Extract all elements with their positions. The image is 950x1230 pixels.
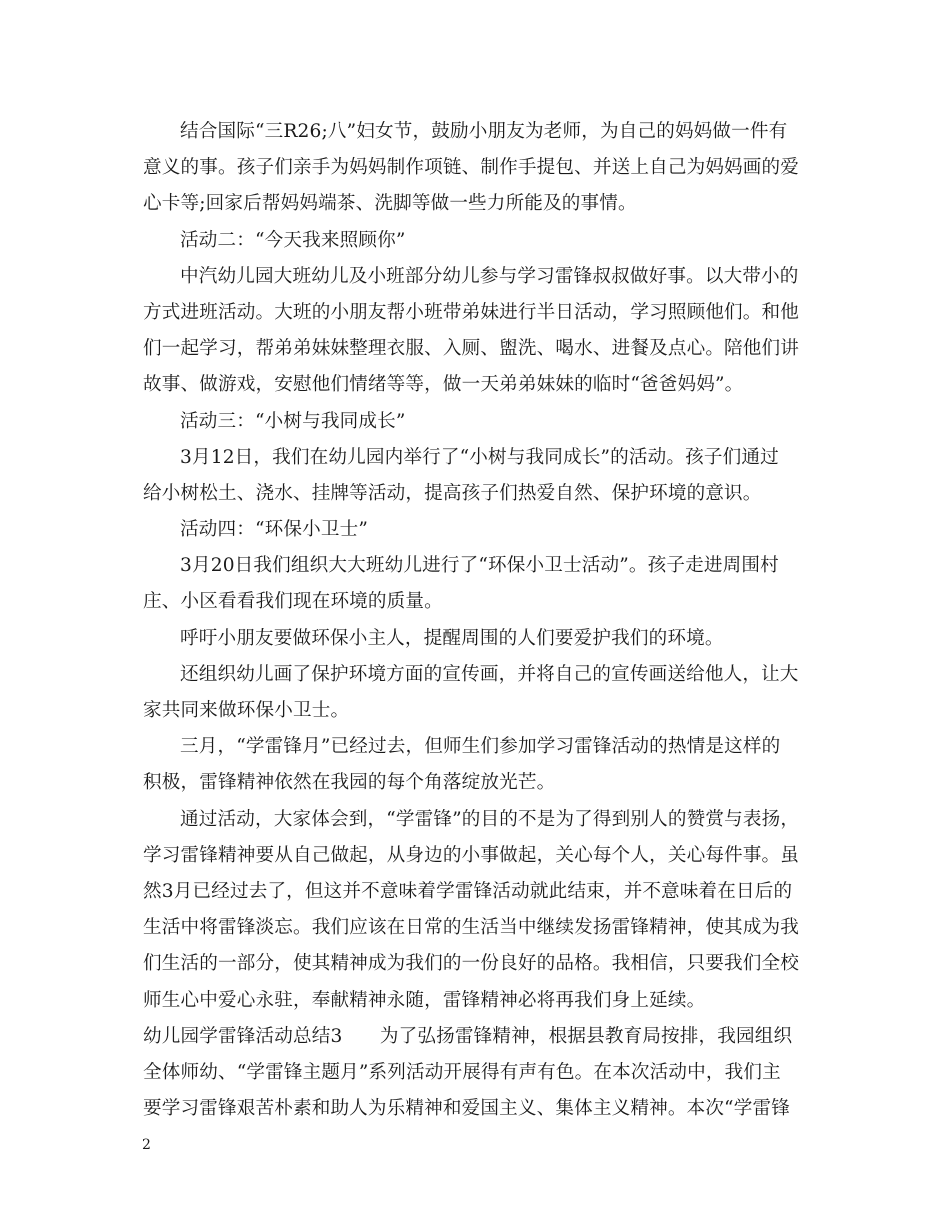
text-line: 结合国际“三R26;八”妇女节，鼓励小朋友为老师，为自己的妈妈做一件有 bbox=[180, 121, 788, 142]
text-line: 生活中将雷锋淡忘。我们应该在日常的生活当中继续发扬雷锋精神，使其成为我 bbox=[143, 917, 800, 939]
page-number: 2 bbox=[142, 1137, 151, 1153]
text-line: 家共同来做环保小卫士。 bbox=[143, 700, 350, 721]
text-line: 呼吁小朋友要做环保小主人，提醒周围的人们要爱护我们的环境。 bbox=[180, 627, 724, 649]
text-line: 意义的事。孩子们亲手为妈妈制作项链、制作手提包、并送上自己为妈妈画的爱 bbox=[143, 157, 800, 179]
text-line: 活动三：“小树与我同成长” bbox=[180, 410, 406, 432]
body-text bbox=[143, 114, 813, 1127]
text-line: 们一起学习，帮弟弟妹妹整理衣服、入厕、盥洗、喝水、进餐及点心。陪他们讲 bbox=[143, 338, 800, 360]
text-line: 通过活动，大家体会到，“学雷锋”的目的不是为了得到别人的赞赏与表扬， bbox=[180, 808, 800, 830]
text-line: 师生心中爱心永驻，奉献精神永随，雷锋精神必将再我们身上延续。 bbox=[143, 989, 706, 1011]
text-line: 3月20日我们组织大大班幼儿进行了“环保小卫士活动”。孩子走进周围村 bbox=[180, 555, 779, 577]
text-line: 要学习雷锋艰苦朴素和助人为乐精神和爱国主义、集体主义精神。本次“学雷锋 bbox=[143, 1098, 790, 1120]
text-line: 庄、小区看看我们现在环境的质量。 bbox=[143, 591, 443, 613]
text-line: 然3月已经过去了，但这并不意味着学雷锋活动就此结束，并不意味着在日后的 bbox=[143, 880, 793, 902]
text-line: 心卡等;回家后帮妈妈端茶、洗脚等做一些力所能及的事情。 bbox=[143, 193, 637, 215]
text-line: 积极，雷锋精神依然在我园的每个角落绽放光芒。 bbox=[143, 772, 556, 794]
text-line: 故事、做游戏，安慰他们情绪等等，做一天弟弟妹妹的临时“爸爸妈妈”。 bbox=[143, 374, 744, 396]
text-line: 活动四：“环保小卫士” bbox=[180, 519, 369, 541]
text-line: 给小树松土、浇水、挂牌等活动，提高孩子们热爱自然、保护环境的意识。 bbox=[143, 482, 762, 504]
text-line: 中汽幼儿园大班幼儿及小班部分幼儿参与学习雷锋叔叔做好事。以大带小的 bbox=[180, 265, 799, 287]
text-line: 还组织幼儿画了保护环境方面的宣传画，并将自己的宣传画送给他人，让大 bbox=[180, 663, 799, 685]
text-line: 活动二：“今天我来照顾你” bbox=[180, 229, 406, 251]
text-line: 们生活的一部分，使其精神成为我们的一份良好的品格。我相信，只要我们全校 bbox=[143, 953, 800, 975]
text-line: 全体师幼、“学雷锋主题月”系列活动开展得有声有色。在本次活动中，我们主 bbox=[143, 1061, 781, 1083]
text-line: 三月，“学雷锋月”已经过去，但师生们参加学习雷锋活动的热情是这样的 bbox=[180, 736, 781, 758]
text-line: 学习雷锋精神要从自己做起，从身边的小事做起，关心每个人，关心每件事。虽 bbox=[143, 844, 800, 866]
text-line: 幼儿园学雷锋活动总结3 为了弘扬雷锋精神，根据县教育局按排，我园组织 bbox=[143, 1025, 793, 1047]
text-line: 方式进班活动。大班的小朋友帮小班带弟妹进行半日活动，学习照顾他们。和他 bbox=[143, 301, 800, 323]
text-line: 3月12日，我们在幼儿园内举行了“小树与我同成长”的活动。孩子们通过 bbox=[180, 446, 779, 468]
